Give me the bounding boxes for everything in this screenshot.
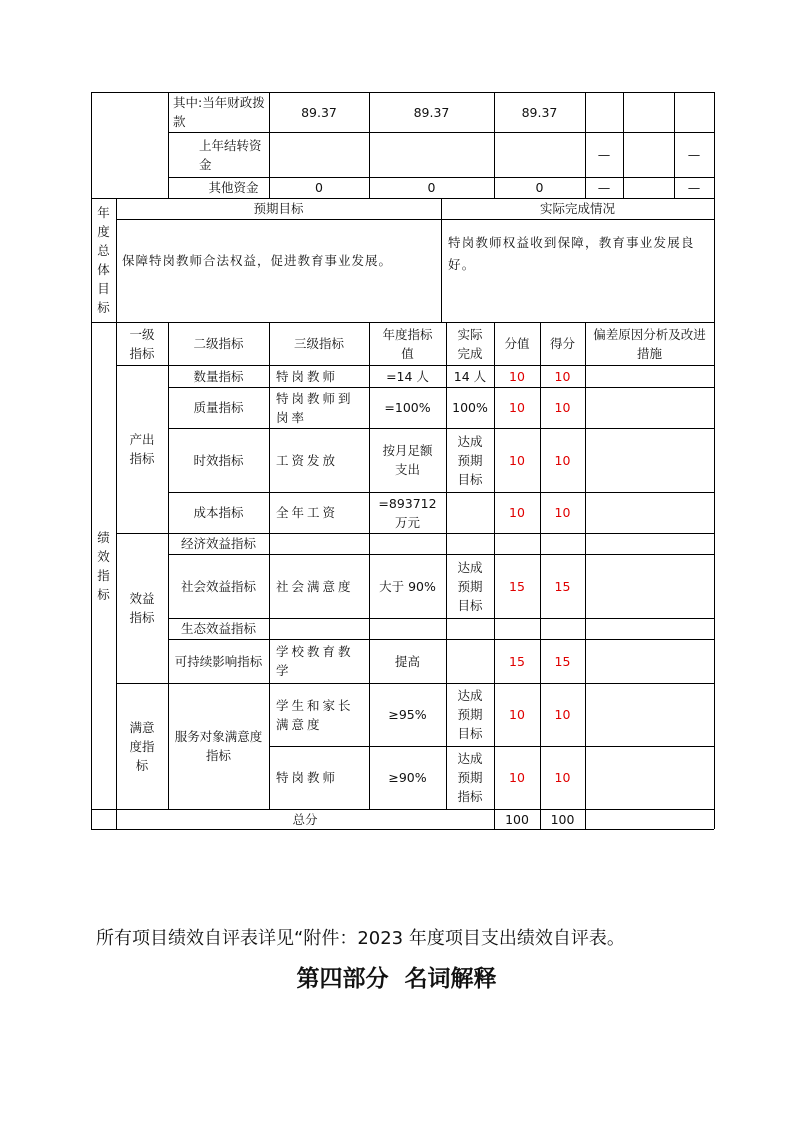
row-teacher-sv: 10 bbox=[509, 770, 525, 785]
actual-completion-header: 实际完成情况 bbox=[539, 201, 615, 216]
total-label: 总分 bbox=[292, 811, 318, 827]
row-cost-l2: 成本指标 bbox=[193, 505, 244, 520]
row-social-l3: 社会满意度 bbox=[276, 578, 354, 594]
row-ecological-l2: 生态效益指标 bbox=[180, 621, 256, 636]
row-quantity-l3: 特岗教师 bbox=[276, 368, 339, 384]
row-social-target: 大于 90% bbox=[379, 578, 436, 594]
funds-current-v2: 89.37 bbox=[413, 104, 450, 120]
row-sustainable-sv: 15 bbox=[509, 653, 525, 669]
row-service-actual: 达成预期目标 bbox=[457, 688, 483, 741]
row-cost-sv: 10 bbox=[509, 505, 525, 520]
header-score: 得分 bbox=[549, 336, 575, 351]
section-heading: 第四部分 名词解释 bbox=[296, 966, 497, 992]
header-actual: 实际完成 bbox=[457, 326, 483, 361]
row-quality-sc: 10 bbox=[554, 400, 571, 415]
row-timeliness-sv: 10 bbox=[509, 452, 525, 468]
row-cost-l3: 全年工资 bbox=[276, 505, 339, 520]
row-sustainable-l3: 学校教育教学 bbox=[276, 644, 354, 678]
row-timeliness-target: 按月足额支出 bbox=[382, 443, 433, 477]
row-teacher-target: ≥90% bbox=[388, 770, 427, 785]
funds-other-v2: 0 bbox=[427, 180, 436, 195]
row-quality-sv: 10 bbox=[509, 400, 525, 415]
row-social-l2: 社会效益指标 bbox=[180, 578, 256, 594]
funds-other-v1: 0 bbox=[315, 180, 323, 195]
funds-carryover-d2: — bbox=[687, 147, 701, 162]
row-social-sc: 15 bbox=[554, 578, 571, 594]
row-social-actual: 达成预期目标 bbox=[457, 559, 483, 613]
header-score-value: 分值 bbox=[504, 336, 530, 351]
row-quality-actual: 100% bbox=[452, 400, 488, 415]
row-economic-l2: 经济效益指标 bbox=[180, 536, 256, 551]
total-score-value: 100 bbox=[505, 811, 529, 827]
total-score: 100 bbox=[550, 811, 575, 827]
row-service-target: ≥95% bbox=[388, 707, 427, 722]
header-level1: 一级指标 bbox=[129, 326, 155, 361]
row-sustainable-sc: 15 bbox=[554, 653, 571, 669]
actual-completion-text: 特岗教师权益收到保障，教育事业发展良好。 bbox=[448, 235, 695, 272]
footer-paragraph: 所有项目绩效自评表详见“附件：2023 年度项目支出绩效自评表。 bbox=[96, 928, 625, 949]
row-teacher-actual: 达成预期指标 bbox=[457, 751, 483, 804]
funds-carryover-d1: — bbox=[597, 147, 611, 162]
row-quality-l2: 质量指标 bbox=[193, 400, 244, 415]
group-satisfaction: 满意度指标 bbox=[129, 719, 155, 773]
row-quantity-sv: 10 bbox=[509, 368, 525, 384]
row-service-sc: 10 bbox=[554, 707, 571, 722]
group-benefit: 效益指标 bbox=[129, 591, 155, 625]
row-service-sv: 10 bbox=[509, 707, 525, 722]
header-target: 年度指标值 bbox=[382, 326, 433, 361]
row-quantity-actual: 14 人 bbox=[453, 368, 487, 384]
row-teacher-l3: 特岗教师 bbox=[276, 770, 339, 785]
funds-current-v3: 89.37 bbox=[521, 104, 558, 120]
expected-goal-text: 保障特岗教师合法权益，促进教育事业发展。 bbox=[122, 252, 393, 268]
row-sustainable-l2: 可持续影响指标 bbox=[174, 653, 263, 669]
row-quantity-sc: 10 bbox=[554, 368, 571, 384]
row-timeliness-l3: 工资发放 bbox=[276, 452, 339, 468]
row-social-sv: 15 bbox=[509, 578, 525, 594]
row-service-l3: 学生和家长满意度 bbox=[276, 697, 354, 732]
funds-other-d1: — bbox=[597, 180, 611, 195]
funds-label-current: 其中:当年财政拨款 bbox=[173, 95, 265, 129]
row-timeliness-actual: 达成预期目标 bbox=[457, 433, 483, 487]
perf-side-label: 绩效指标 bbox=[97, 529, 110, 602]
row-quality-l3: 特岗教师到岗率 bbox=[276, 390, 354, 425]
row-quantity-l2: 数量指标 bbox=[193, 368, 244, 384]
row-cost-sc: 10 bbox=[554, 505, 571, 520]
expected-goal-header: 预期目标 bbox=[253, 201, 304, 216]
row-service-l2: 服务对象满意度指标 bbox=[174, 729, 263, 763]
row-timeliness-sc: 10 bbox=[554, 452, 571, 468]
funds-label-carryover: 上年结转资金 bbox=[199, 137, 262, 172]
funds-current-v1: 89.37 bbox=[301, 104, 337, 120]
funds-label-other: 其他资金 bbox=[208, 180, 259, 195]
row-cost-target: =893712万元 bbox=[378, 495, 437, 530]
funds-other-v3: 0 bbox=[535, 180, 544, 195]
header-analysis: 偏差原因分析及改进措施 bbox=[593, 326, 706, 361]
header-level2: 二级指标 bbox=[193, 336, 244, 351]
row-quantity-target: =14 人 bbox=[386, 368, 429, 384]
row-quality-target: =100% bbox=[384, 400, 431, 415]
row-timeliness-l2: 时效指标 bbox=[193, 452, 244, 468]
row-sustainable-target: 提高 bbox=[394, 653, 420, 669]
row-teacher-sc: 10 bbox=[554, 770, 571, 785]
funds-other-d2: — bbox=[687, 180, 701, 195]
header-level3: 三级指标 bbox=[293, 336, 344, 351]
annual-goal-label: 年度总体目标 bbox=[97, 205, 110, 315]
group-output: 产出指标 bbox=[129, 432, 155, 466]
